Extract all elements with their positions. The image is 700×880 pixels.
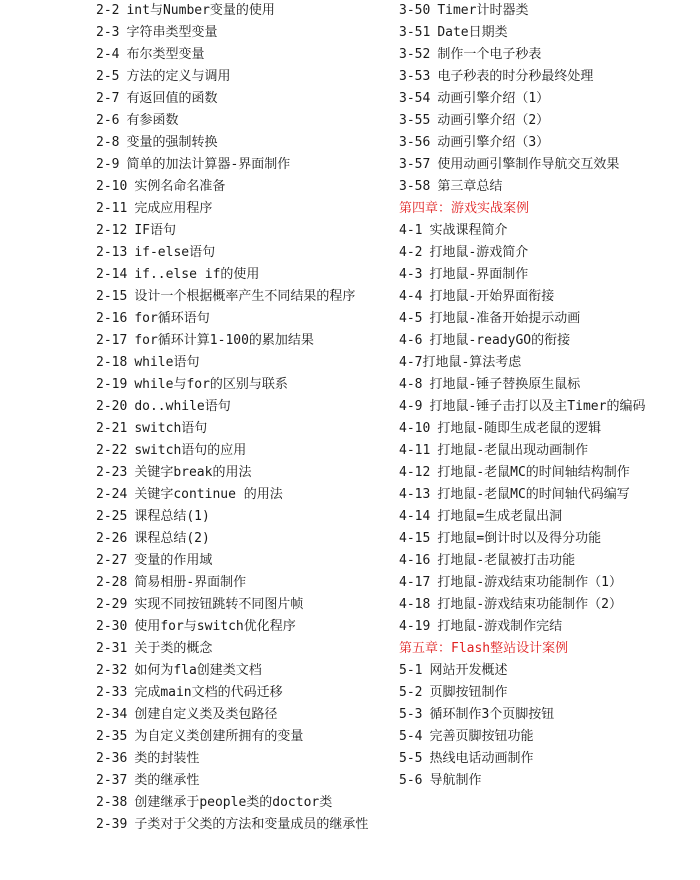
item-title: 打地鼠-准备开始提示动画 [429,311,581,326]
list-item [399,770,699,792]
item-number: 5-2 [399,685,423,700]
list-item [96,550,376,572]
item-number: 4-16 [399,553,431,568]
list-item [96,330,376,352]
item-number: 2-15 [96,289,128,304]
item-number: 2-16 [96,311,128,326]
item-title: if-else语句 [134,245,216,260]
item-number: 4-2 [399,245,423,260]
item-title: 创建自定义类及类包路径 [134,707,278,722]
item-number: 4-1 [399,223,423,238]
list-item [96,594,376,616]
item-number: 2-7 [96,91,120,106]
item-title: 打地鼠-游戏简介 [429,245,529,260]
list-item [96,682,376,704]
item-title: IF语句 [134,223,176,238]
item-number: 2-4 [96,47,120,62]
item-title: 制作一个电子秒表 [437,47,542,62]
item-title: 类的封装性 [134,751,200,766]
item-number: 2-12 [96,223,128,238]
list-item [399,0,699,22]
item-title: 布尔类型变量 [126,47,205,62]
list-item [399,528,699,550]
item-title: 打地鼠-锤子击打以及主Timer的编码 [429,399,646,414]
list-item [96,814,376,836]
item-title: 实现不同按钮跳转不同图片帧 [134,597,304,612]
item-title: 简易相册-界面制作 [134,575,247,590]
item-title: 动画引擎介绍（2） [437,113,550,128]
item-title: 关于类的概念 [134,641,213,656]
item-number: 4-10 [399,421,431,436]
item-number: 4-5 [399,311,423,326]
list-item [96,528,376,550]
list-item [399,88,699,110]
list-item [96,110,376,132]
item-number: 4-9 [399,399,423,414]
item-title: 变量的作用域 [134,553,213,568]
item-number: 2-24 [96,487,128,502]
item-title: 完成main文档的代码迁移 [134,685,283,700]
item-number: 4-8 [399,377,423,392]
list-item [96,726,376,748]
item-title: 打地鼠-算法考虑 [422,355,522,370]
list-item [399,264,699,286]
item-title: int与Number变量的使用 [126,3,275,18]
list-item [96,462,376,484]
item-title: 打地鼠-老鼠出现动画制作 [437,443,589,458]
item-title: Date日期类 [437,25,508,40]
item-title: switch语句 [134,421,208,436]
item-title: 简单的加法计算器-界面制作 [126,157,291,172]
list-item [399,396,699,418]
item-title: 打地鼠-开始界面衔接 [429,289,555,304]
item-title: if..else if的使用 [134,267,260,282]
item-title: 字符串类型变量 [126,25,218,40]
item-number: 4-14 [399,509,431,524]
item-title: 打地鼠-老鼠被打击功能 [437,553,576,568]
list-item [399,352,699,374]
item-number: 2-2 [96,3,120,18]
item-title: 课程总结(1) [134,509,210,524]
item-number: 5-4 [399,729,423,744]
list-item [399,550,699,572]
item-title: 打地鼠-游戏制作完结 [437,619,563,634]
list-item [96,154,376,176]
list-item [96,770,376,792]
list-item [399,242,699,264]
item-title: 关键字continue 的用法 [134,487,283,502]
list-item [399,176,699,198]
list-item [399,572,699,594]
item-title: 有参函数 [126,113,179,128]
list-item [96,176,376,198]
list-item [399,154,699,176]
chapter-heading: 第四章：游戏实战案例 [399,201,530,216]
list-item [399,616,699,638]
list-item [96,704,376,726]
item-number: 3-55 [399,113,431,128]
list-item [96,506,376,528]
item-title: while语句 [134,355,200,370]
list-item [96,352,376,374]
item-number: 2-32 [96,663,128,678]
chapter-heading: 第五章：Flash整站设计案例 [399,641,569,656]
item-number: 2-19 [96,377,128,392]
item-number: 3-56 [399,135,431,150]
list-item [399,506,699,528]
item-number: 2-22 [96,443,128,458]
item-title: 打地鼠=倒计时以及得分功能 [437,531,602,546]
item-number: 2-18 [96,355,128,370]
list-item [96,44,376,66]
list-item [96,264,376,286]
item-number: 4-12 [399,465,431,480]
item-number: 4-4 [399,289,423,304]
list-item [399,726,699,748]
list-item [96,396,376,418]
item-number: 3-53 [399,69,431,84]
item-title: do..while语句 [134,399,231,414]
list-item [399,462,699,484]
item-title: 热线电话动画制作 [429,751,534,766]
item-number: 5-6 [399,773,423,788]
item-number: 2-29 [96,597,128,612]
item-title: 页脚按钮制作 [429,685,508,700]
list-item [96,660,376,682]
item-title: 使用for与switch优化程序 [134,619,296,634]
item-title: 网站开发概述 [429,663,508,678]
list-item [399,132,699,154]
list-item [399,22,699,44]
item-number: 4-7 [399,355,423,370]
list-item [399,110,699,132]
item-title: 导航制作 [429,773,482,788]
list-item [399,44,699,66]
item-number: 2-10 [96,179,128,194]
list-item [399,220,699,242]
list-item [96,308,376,330]
item-number: 2-34 [96,707,128,722]
item-title: 实战课程简介 [429,223,508,238]
item-number: 3-50 [399,3,431,18]
item-number: 2-20 [96,399,128,414]
item-title: 为自定义类创建所拥有的变量 [134,729,304,744]
item-title: 完成应用程序 [134,201,213,216]
item-title: 打地鼠-锤子替换原生鼠标 [429,377,581,392]
list-item [96,88,376,110]
list-item [96,748,376,770]
item-number: 2-35 [96,729,128,744]
list-item [399,374,699,396]
item-title: while与for的区别与联系 [134,377,288,392]
item-title: for循环语句 [134,311,210,326]
list-item [399,748,699,770]
item-number: 4-6 [399,333,423,348]
item-title: 打地鼠-随即生成老鼠的逻辑 [437,421,602,436]
list-item [399,308,699,330]
list-item [96,132,376,154]
item-title: 动画引擎介绍（1） [437,91,550,106]
item-number: 2-36 [96,751,128,766]
list-item [96,638,376,660]
item-title: 打地鼠-界面制作 [429,267,529,282]
item-number: 2-21 [96,421,128,436]
item-title: 有返回值的函数 [126,91,218,106]
item-title: 打地鼠-游戏结束功能制作（1） [437,575,622,590]
list-item [96,22,376,44]
list-item [96,242,376,264]
item-number: 5-5 [399,751,423,766]
item-number: 2-3 [96,25,120,40]
item-number: 2-39 [96,817,128,832]
item-number: 2-26 [96,531,128,546]
list-item [399,66,699,88]
item-title: 动画引擎介绍（3） [437,135,550,150]
list-item [399,594,699,616]
item-number: 2-13 [96,245,128,260]
item-number: 4-19 [399,619,431,634]
item-number: 3-52 [399,47,431,62]
list-item [96,286,376,308]
list-item [96,440,376,462]
item-title: 使用动画引擎制作导航交互效果 [437,157,620,172]
item-number: 4-13 [399,487,431,502]
item-number: 2-11 [96,201,128,216]
list-item [399,704,699,726]
item-title: 打地鼠-readyGO的衔接 [429,333,571,348]
item-number: 2-14 [96,267,128,282]
list-item [96,66,376,88]
item-number: 4-11 [399,443,431,458]
item-number: 2-5 [96,69,120,84]
item-number: 4-3 [399,267,423,282]
item-number: 4-17 [399,575,431,590]
list-item [399,286,699,308]
item-number: 5-3 [399,707,423,722]
item-number: 2-9 [96,157,120,172]
item-title: 打地鼠-游戏结束功能制作（2） [437,597,622,612]
item-number: 2-38 [96,795,128,810]
item-number: 2-33 [96,685,128,700]
item-number: 2-23 [96,465,128,480]
list-item [96,198,376,220]
list-item [399,418,699,440]
item-title: 实例名命名准备 [134,179,226,194]
item-number: 2-31 [96,641,128,656]
item-title: 完善页脚按钮功能 [429,729,534,744]
list-item [96,0,376,22]
item-number: 2-27 [96,553,128,568]
item-number: 3-54 [399,91,431,106]
item-title: switch语句的应用 [134,443,247,458]
item-number: 3-57 [399,157,431,172]
item-title: 打地鼠=生成老鼠出洞 [437,509,563,524]
list-item [96,220,376,242]
item-number: 2-25 [96,509,128,524]
item-number: 3-51 [399,25,431,40]
item-title: 如何为fla创建类文档 [134,663,262,678]
list-item [96,484,376,506]
item-title: 电子秒表的时分秒最终处理 [437,69,594,84]
item-title: for循环计算1-100的累加结果 [134,333,314,348]
right-column [399,0,699,792]
item-number: 3-58 [399,179,431,194]
item-title: 方法的定义与调用 [126,69,231,84]
item-number: 2-30 [96,619,128,634]
item-title: 子类对于父类的方法和变量成员的继承性 [134,817,369,832]
item-title: 循环制作3个页脚按钮 [429,707,555,722]
list-item [399,440,699,462]
list-item [96,418,376,440]
list-item [399,682,699,704]
item-title: 设计一个根据概率产生不同结果的程序 [134,289,356,304]
item-title: 打地鼠-老鼠MC的时间轴结构制作 [437,465,630,480]
left-column [96,0,376,836]
item-title: 类的继承性 [134,773,200,788]
item-title: 第三章总结 [437,179,503,194]
item-title: 变量的强制转换 [126,135,218,150]
item-number: 2-28 [96,575,128,590]
item-number: 4-15 [399,531,431,546]
list-item [96,792,376,814]
item-number: 5-1 [399,663,423,678]
item-title: 关键字break的用法 [134,465,252,480]
list-item [96,572,376,594]
item-number: 2-17 [96,333,128,348]
list-item [399,330,699,352]
item-title: 打地鼠-老鼠MC的时间轴代码编写 [437,487,630,502]
item-title: 创建继承于people类的doctor类 [134,795,333,810]
list-item [96,616,376,638]
item-number: 2-6 [96,113,120,128]
list-item [399,660,699,682]
item-number: 2-8 [96,135,120,150]
list-item [96,374,376,396]
item-title: Timer计时器类 [437,3,529,18]
item-title: 课程总结(2) [134,531,210,546]
item-number: 4-18 [399,597,431,612]
item-number: 2-37 [96,773,128,788]
list-item [399,484,699,506]
